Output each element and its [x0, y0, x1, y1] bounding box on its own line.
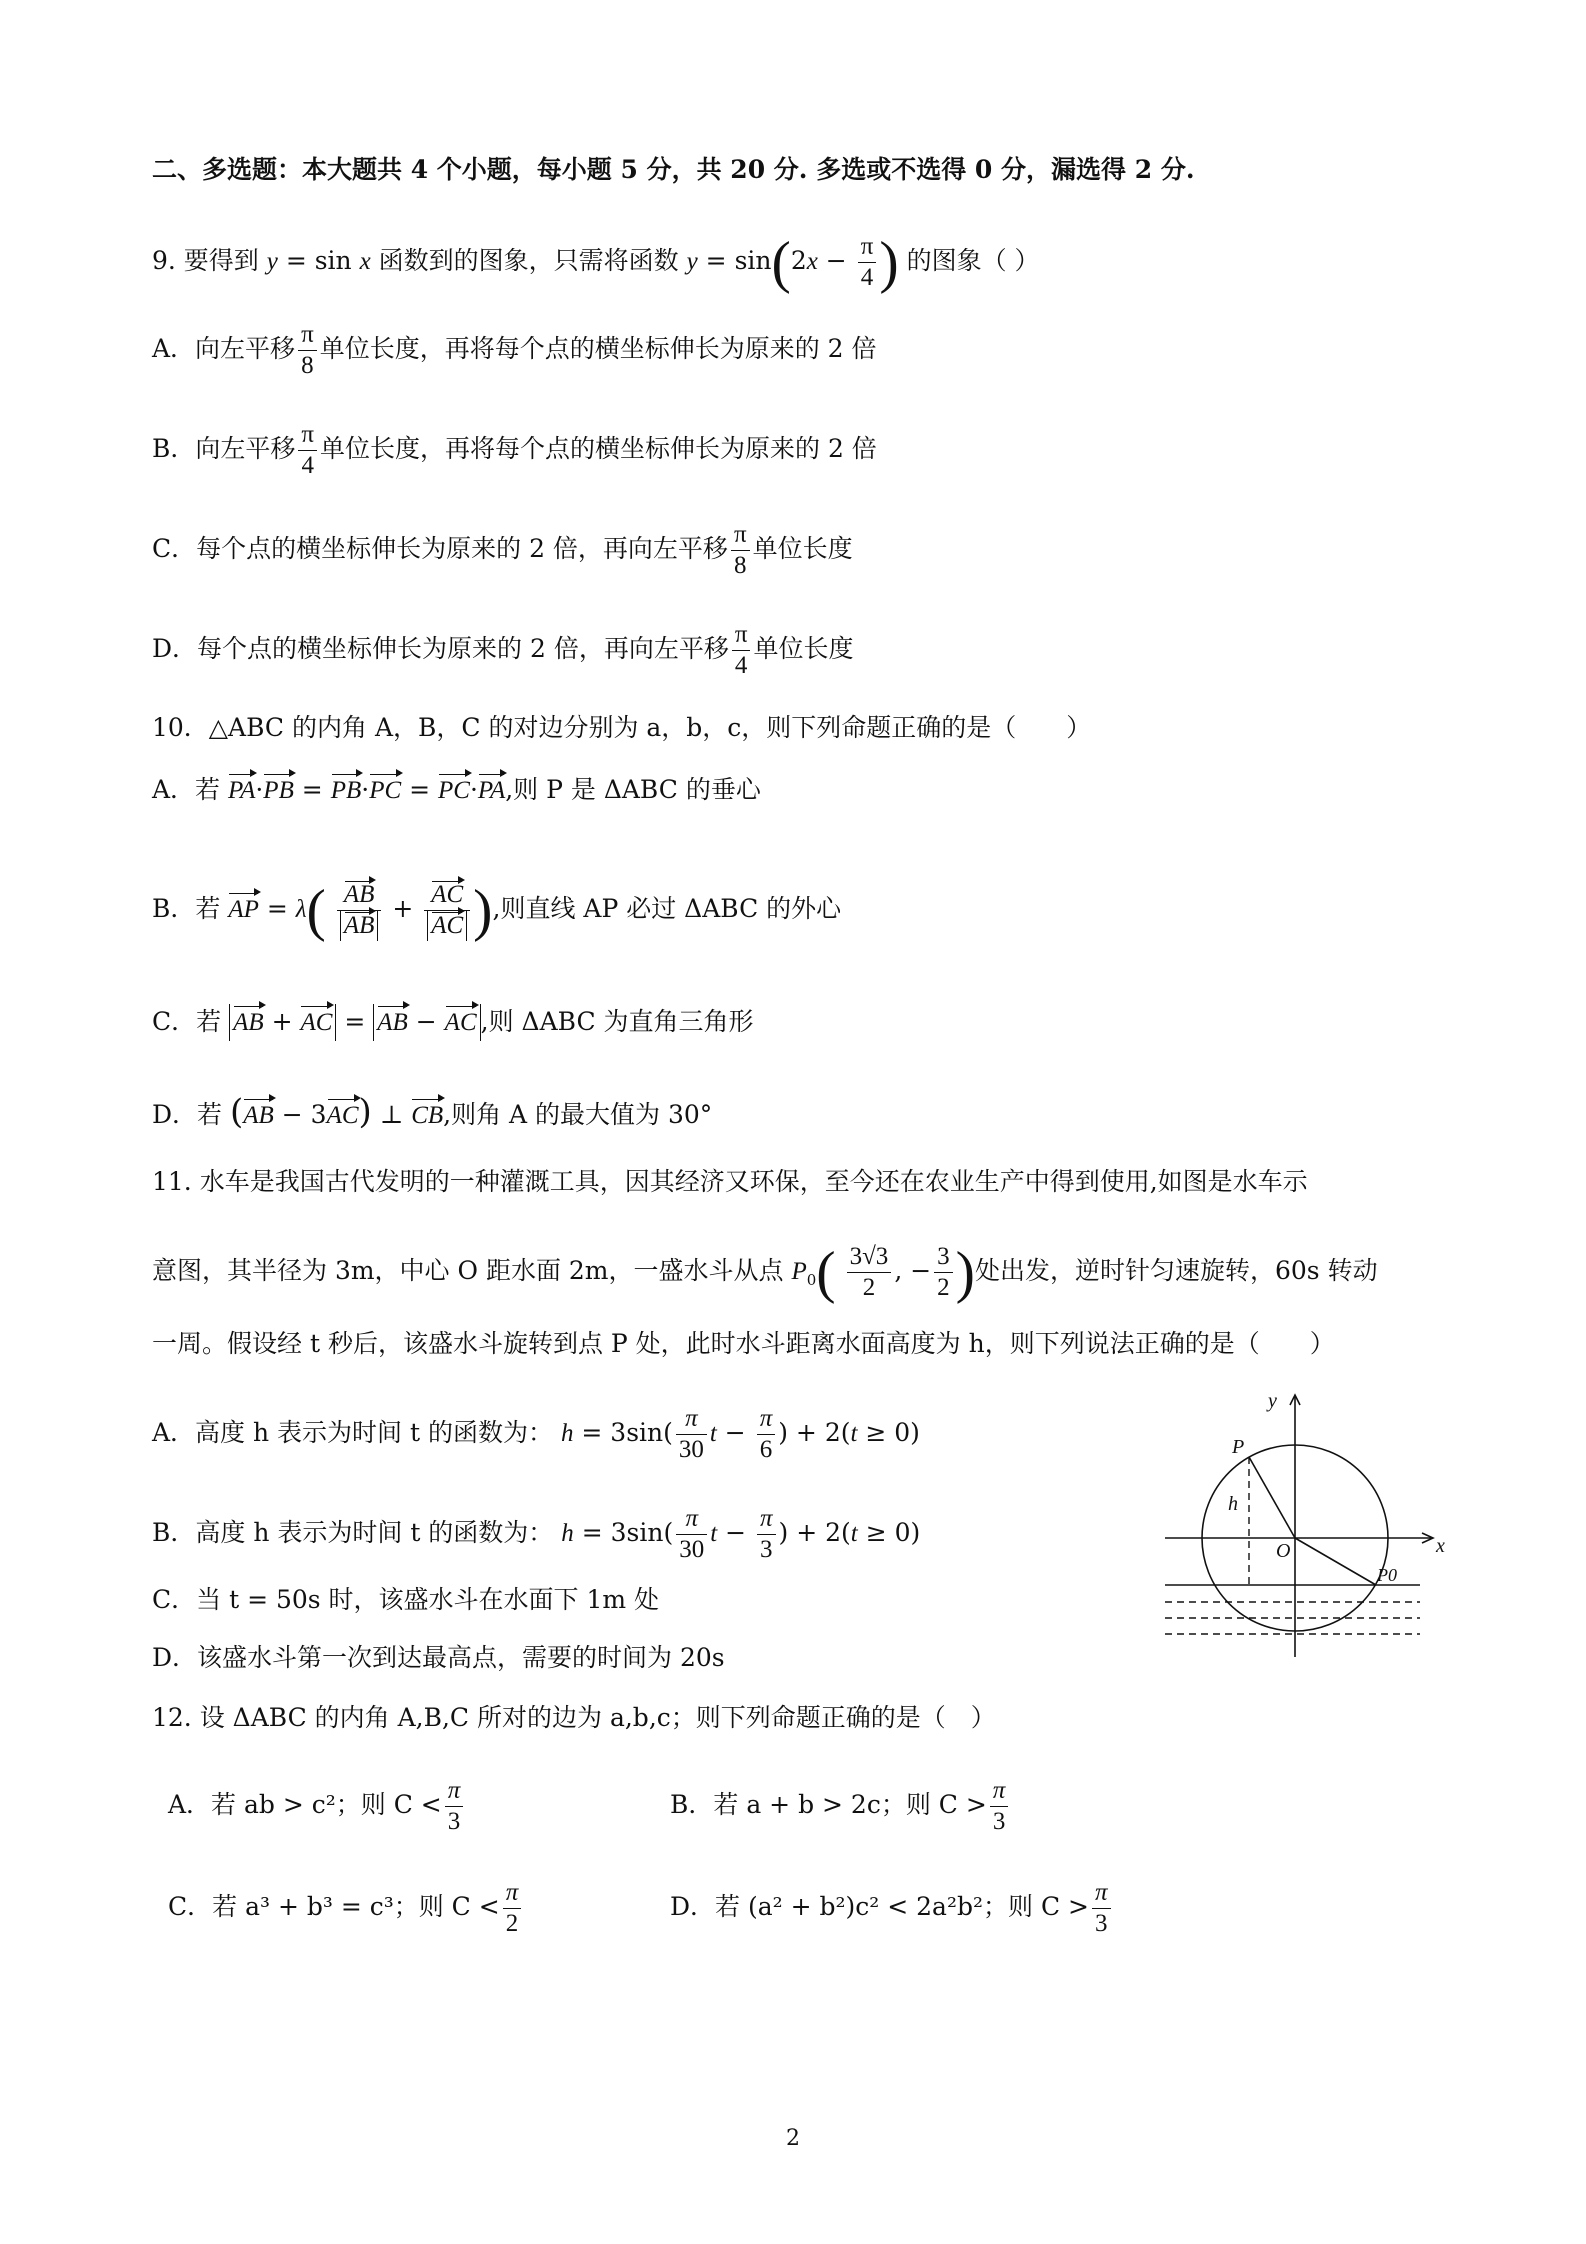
q12-option-a: A．若 ab > c²；则 C < $\frac{\pi}{3}$ — [168, 1776, 466, 1837]
q10-stem: 10．△ABC 的内角 A，B，C 的对边分别为 a，b，c，则下列命题正确的是（ ） — [152, 713, 1092, 742]
fig-p0-label: P0 — [1377, 1565, 1397, 1585]
q11-line-3: 一周。假设经 t 秒后，该盛水斗旋转到点 P 处，此时水斗距离水面高度为 h，则下列说法正确的是（ ） — [152, 1329, 1335, 1358]
q12-option-b: B．若 a + b > 2c；则 C > $\frac{\pi}{3}$ — [670, 1776, 1011, 1837]
q9-option-d: D．每个点的横坐标伸长为原来的 2 倍，再向左平移 $\frac{\pi}{4}$ 单位长度 — [152, 621, 854, 679]
section-heading: 二、多选题：本大题共 4 个小题，每小题 5 分，共 20 分. 多选或不选得 0 分，漏选得 2 分. — [152, 155, 1195, 184]
q12-option-d: D．若 (a² + b²)c² < 2a²b²；则 C > $\frac{\pi}{3}$ — [670, 1878, 1114, 1939]
q11-option-d: D．该盛水斗第一次到达最高点，需要的时间为 20s — [152, 1643, 725, 1672]
water-wheel-figure — [1160, 1385, 1450, 1665]
q10-option-b: B．若 AP = λ( $\frac{AB}{AB}$ + $\frac{AC}{AC}$ ),则直线 AP 必过 ΔABC 的外心 — [152, 877, 842, 943]
fig-o-label: O — [1276, 1540, 1291, 1562]
q11-line-1: 11. 水车是我国古代发明的一种灌溉工具，因其经济又环保，至今还在农业生产中得到使用,如图是水车示 — [152, 1167, 1308, 1196]
fig-h-label: h — [1228, 1493, 1238, 1515]
q10-option-a: A．若 PA·PB = PB·PC = PC·PA,则 P 是 ΔABC 的垂心 — [152, 772, 761, 809]
radius-op — [1249, 1457, 1295, 1538]
fig-x-label: x — [1436, 1535, 1445, 1557]
fig-p-label: P — [1232, 1436, 1245, 1458]
q9-option-b: B．向左平移 $\frac{\pi}{4}$ 单位长度，再将每个点的横坐标伸长为原来的 2 倍 — [152, 421, 877, 479]
q12-stem: 12. 设 ΔABC 的内角 A,B,C 所对的边为 a,b,c；则下列命题正确的是（ ） — [152, 1703, 996, 1732]
q11-option-b: B．高度 h 表示为时间 t 的函数为： h = 3sin( $\frac{\pi}{30}$ t − $\frac{\pi}{3}$ ) + 2(t ≥ 0) — [152, 1505, 921, 1563]
q10-option-d: D．若 (AB − 3AC) ⊥ CB,则角 A 的最大值为 30° — [152, 1092, 713, 1132]
fig-y-label: y — [1268, 1390, 1277, 1412]
q12-option-c: C．若 a³ + b³ = c³；则 C < $\frac{\pi}{2}$ — [168, 1878, 524, 1939]
q11-option-c: C．当 t = 50s 时，该盛水斗在水面下 1m 处 — [152, 1585, 660, 1614]
q9-option-c: C．每个点的横坐标伸长为原来的 2 倍，再向左平移 $\frac{\pi}{8}$ 单位长度 — [152, 521, 853, 579]
q11-option-a: A．高度 h 表示为时间 t 的函数为： h = 3sin( $\frac{\pi}{30}$ t − $\frac{\pi}{6}$ ) + 2(t ≥ 0) — [152, 1405, 920, 1463]
q9-option-a: A．向左平移 $\frac{\pi}{8}$ 单位长度，再将每个点的横坐标伸长为原来的 2 倍 — [152, 321, 877, 379]
q10-option-c: C．若 AB + AC = AB − AC ,则 ΔABC 为直角三角形 — [152, 1004, 754, 1041]
radius-op0 — [1295, 1538, 1376, 1585]
q11-line-2: 意图，其半径为 3m，中心 O 距水面 2m，一盛水斗从点 $P_0$( $\frac{3√3}{2}$ , − $\frac{3}{2}$ )处出发，逆时针匀速旋转，60s 转动 — [152, 1239, 1378, 1305]
page-number: 2 — [786, 2126, 800, 2151]
q9-stem: 9. 要得到 y = sin x 函数到的图象，只需将函数 y = sin(2x − $\frac{\pi}{4}$ ) 的图象（ ） — [152, 229, 1040, 295]
